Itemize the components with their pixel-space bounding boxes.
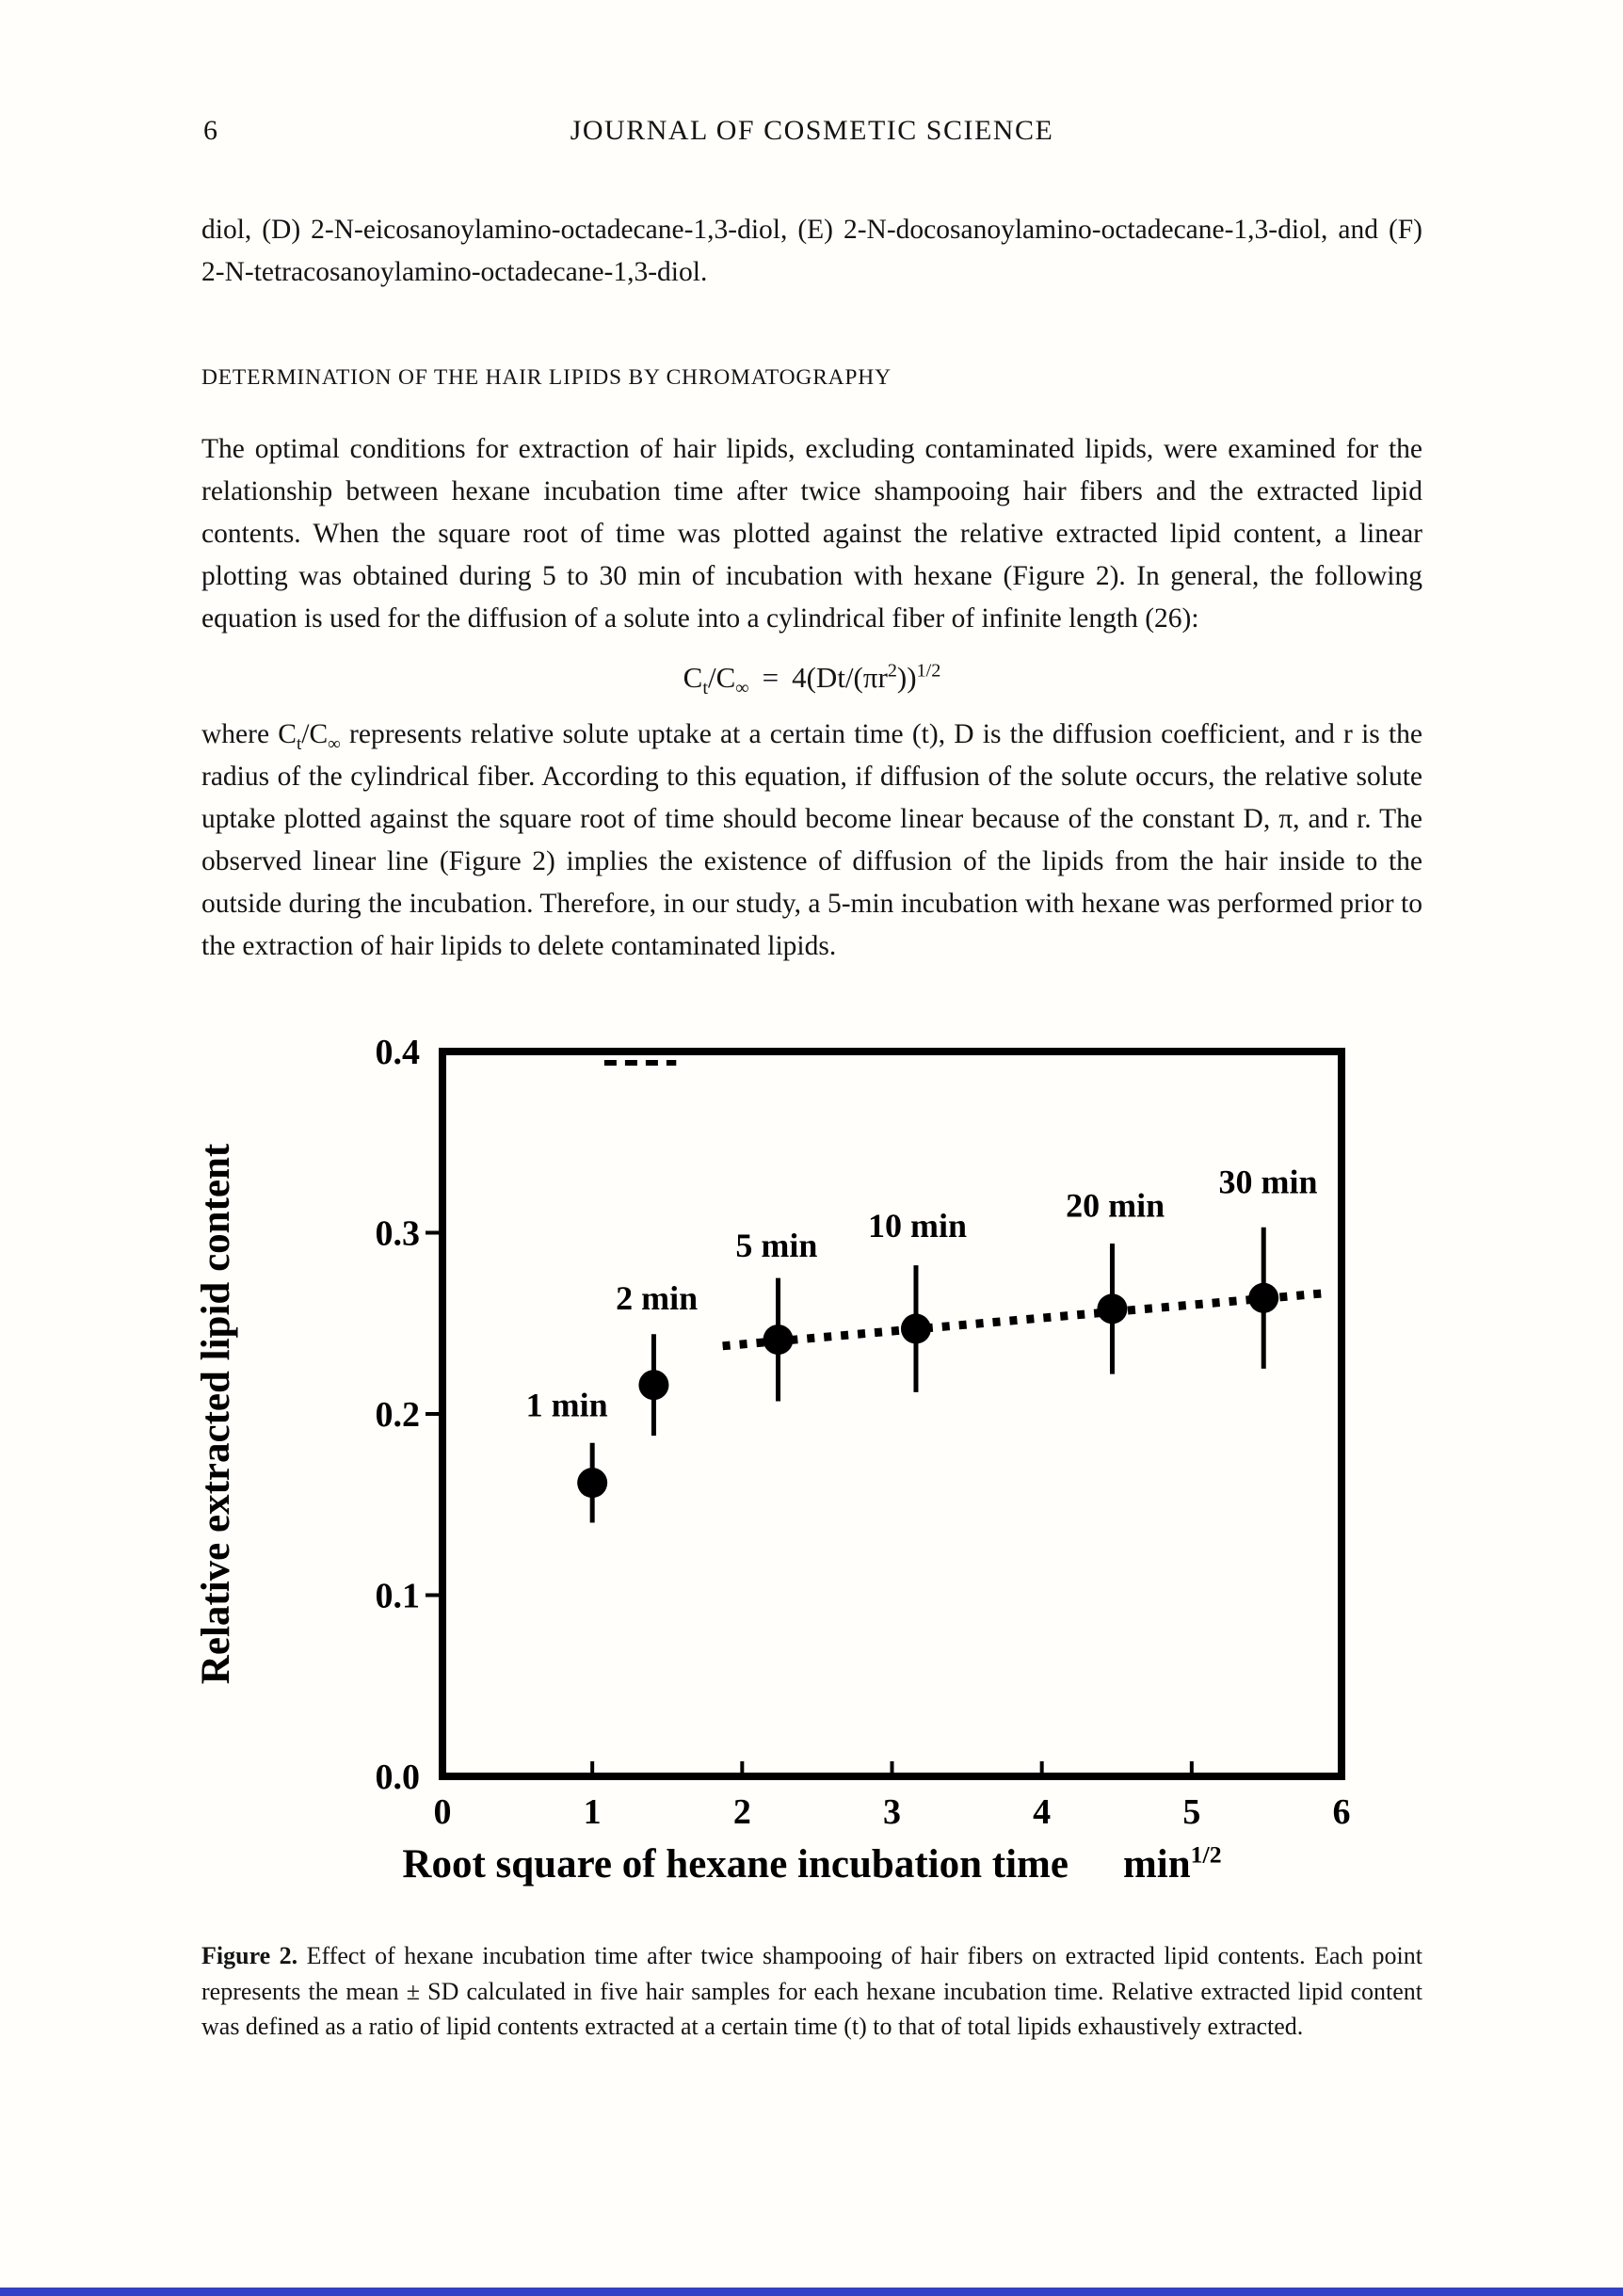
equation-lhs: [683, 661, 749, 699]
equation-sub-infinity: ∞: [735, 678, 749, 699]
data-point: [763, 1325, 794, 1355]
trend-line: [723, 1293, 1323, 1346]
equation-rhs-open: 4(Dt/(πr: [792, 661, 888, 694]
y-tick-label: 0.3: [375, 1213, 420, 1254]
discussion-lead: where: [201, 719, 279, 749]
y-tick-label: 0.4: [375, 1033, 420, 1072]
caption-label: Figure 2.: [201, 1942, 298, 1969]
caption-text: Effect of hexane incubation time after twice shampooing of hair fibers on extracted lipid contents. Each point represents the mean ± SD calculated in five hair samples for each hexane incubation time. Relative extracted lipid content was defined as a ratio of lipid contents extracted at a certain time (t) to that of total lipids exhaustively extracted.: [201, 1942, 1422, 2040]
x-tick-label: 6: [1332, 1792, 1351, 1832]
equation-sup-square: 2: [887, 660, 897, 682]
point-label: 2 min: [616, 1278, 699, 1317]
point-label: 10 min: [868, 1206, 968, 1244]
diffusion-equation: [201, 660, 1422, 699]
data-point: [1248, 1283, 1278, 1313]
y-tick-label: 0.0: [375, 1758, 420, 1797]
equation-over-c: /C: [707, 661, 736, 694]
point-label: 20 min: [1066, 1186, 1165, 1225]
x-axis-title-text: Root square of hexane incubation time: [402, 1842, 1069, 1887]
inline-expression: $C_t/C_\infty$: [278, 719, 341, 754]
y-tick-label: 0.1: [375, 1576, 420, 1616]
figure-caption: [201, 1938, 1422, 2045]
x-tick-label: 2: [732, 1792, 751, 1832]
paragraph-discussion: [201, 714, 1422, 968]
data-point: [577, 1468, 607, 1498]
scan-edge-strip: [0, 2288, 1623, 2296]
x-tick-label: 5: [1182, 1792, 1201, 1832]
figure-2-chart: [188, 1009, 1374, 1838]
data-point: [638, 1370, 668, 1400]
journal-title: JOURNAL OF COSMETIC SCIENCE: [570, 115, 1054, 146]
x-axis-title: [201, 1841, 1422, 1887]
x-tick-label: 3: [883, 1792, 901, 1832]
page-header: [201, 115, 1422, 160]
text-column: [194, 115, 1422, 2045]
paragraph-compound-list: diol, (D) 2-N-eicosanoylamino-octadecane-1,3-diol, (E) 2-N-docosanoylamino-octadecane-1,3-diol, and (F) 2-N-tetracosanoylamino-octadecane-1,3-diol.: [201, 215, 1422, 287]
x-tick-label: 4: [1033, 1792, 1052, 1832]
equation-rhs: [792, 661, 940, 694]
equation-rhs-close: )): [896, 661, 917, 694]
y-axis-title: Relative extracted lipid content: [194, 1143, 238, 1685]
point-label: 30 min: [1218, 1163, 1318, 1201]
y-tick-label: 0.2: [375, 1395, 420, 1435]
x-tick-label: 1: [583, 1792, 602, 1832]
discussion-rest: represents relative solute uptake at a certain time (t), D is the diffusion coefficient, and r is the radius of the cylindrical fiber. According to this equation, if diffusion of the solute occurs, the relative solute uptake plotted against the square root of time should become linear because of the constant D, π, and r. The observed linear line (Figure 2) implies the existence of diffusion of the lipids from the hair inside to the outside during the incubation. Therefore, in our study, a 5-min incubation with hexane was performed prior to the extraction of hair lipids to delete contaminated lipids.: [201, 719, 1422, 961]
data-point: [901, 1314, 931, 1344]
equation-sub-t: t: [702, 678, 708, 699]
x-tick-label: 0: [433, 1792, 452, 1832]
point-label: 5 min: [735, 1226, 818, 1264]
paragraph-extraction: The optimal conditions for extraction of hair lipids, excluding contaminated lipids, were examined for the relationship between hexane incubation time after twice shampooing hair fibers and the extracted lipid contents. When the square root of time was plotted against the relative extracted lipid content, a linear plotting was obtained during 5 to 30 min of incubation with hexane (Figure 2). In general, the following equation is used for the diffusion of a solute into a cylindrical fiber of infinite length (26):: [201, 434, 1422, 634]
equation-equals: =: [762, 661, 779, 694]
figure-2: [194, 1009, 1422, 2045]
section-heading: DETERMINATION OF THE HAIR LIPIDS BY CHROMATOGRAPHY: [201, 365, 892, 390]
equation-sup-half: 1/2: [916, 660, 941, 682]
data-point: [1097, 1293, 1127, 1324]
page-number: 6: [203, 115, 217, 146]
equation-c: C: [683, 661, 703, 694]
x-axis-unit: $\min^{1/2}$: [1122, 1840, 1222, 1887]
point-label: 1 min: [525, 1386, 608, 1424]
